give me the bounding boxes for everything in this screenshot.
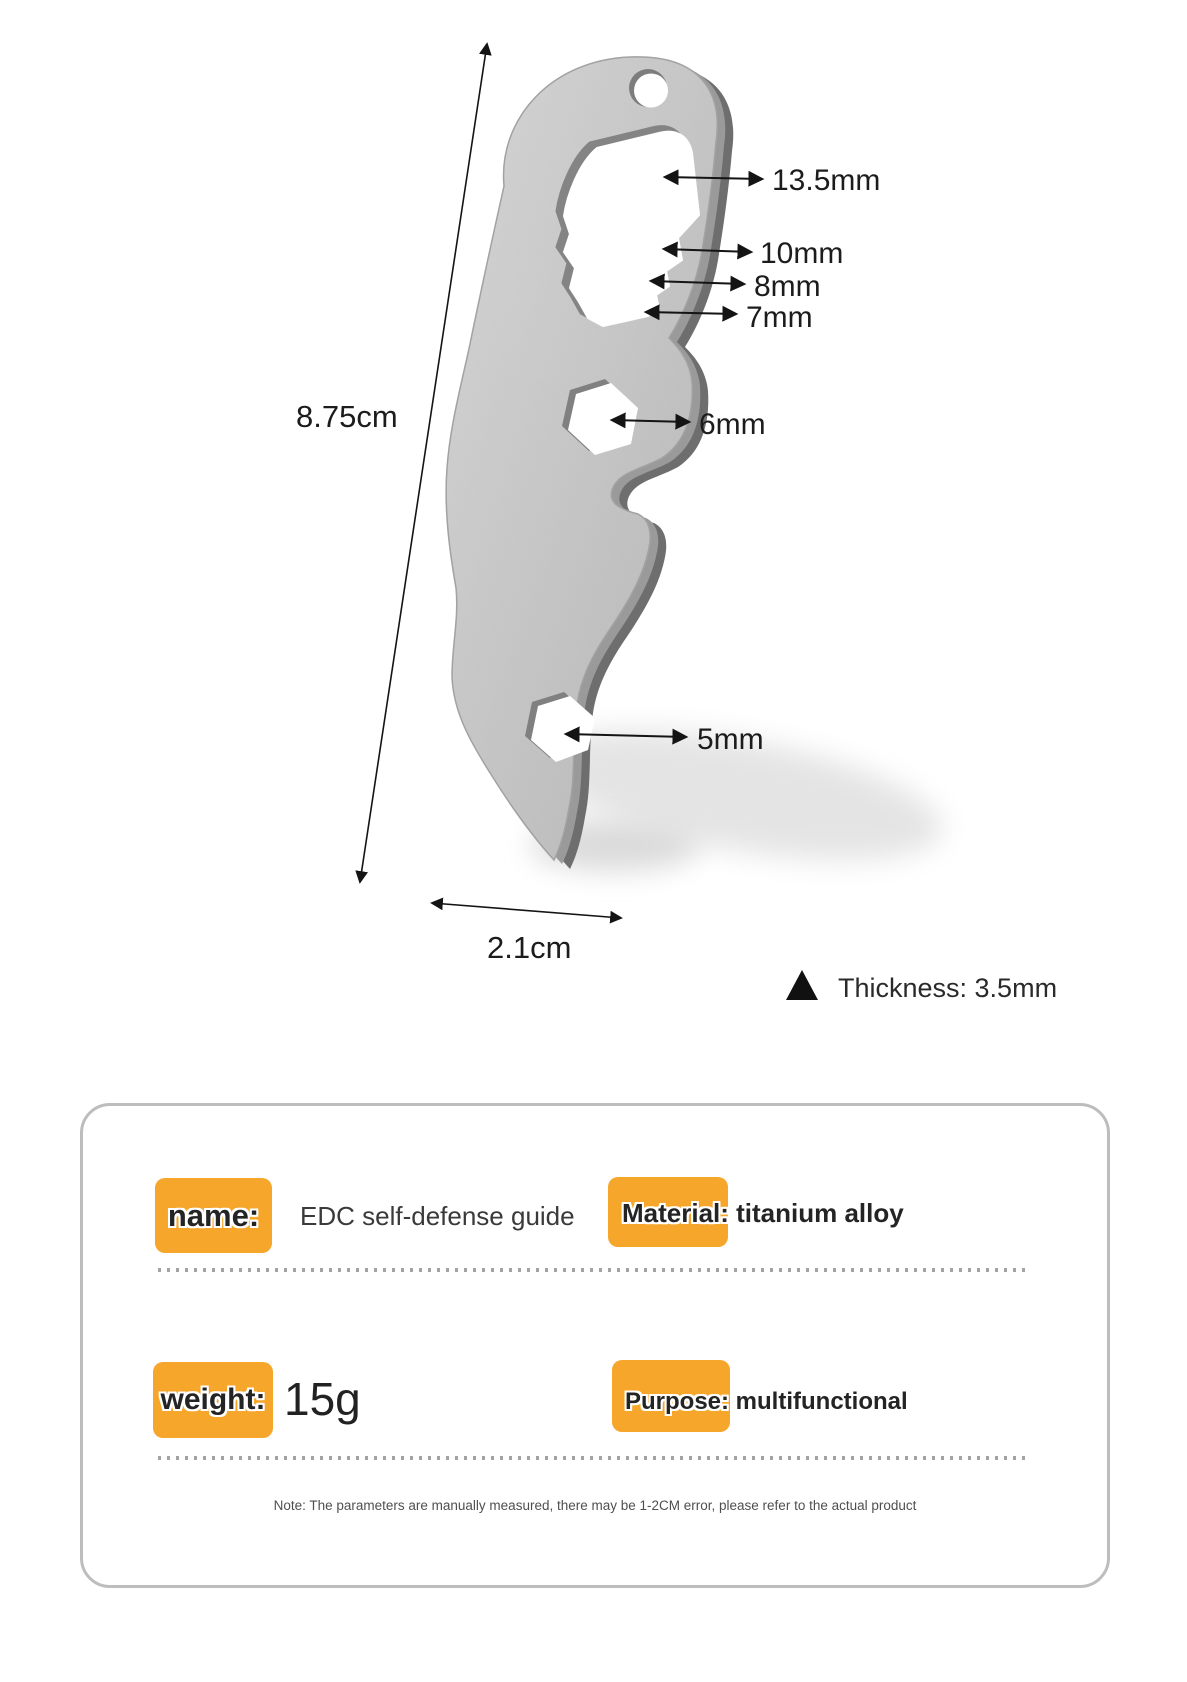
weight-badge [153,1362,273,1438]
weight-value: 15g [284,1373,361,1425]
dotted-divider-bottom [158,1456,1026,1460]
dimension-label-length: 8.75cm [296,399,398,434]
dimension-label-10mm: 10mm [760,237,844,270]
dimension-label-width: 2.1cm [487,930,572,965]
dimension-label-6mm: 6mm [699,408,766,441]
dotted-divider-top [158,1268,1026,1272]
note-text: Note: The parameters are manually measured, there may be 1-2CM error, please refer to the actual product [273,1498,917,1513]
spec-card [80,1103,1110,1588]
weight-badge-label: weight: [160,1383,266,1416]
name-badge [155,1178,272,1253]
material-text: Material: titanium alloy [622,1198,904,1228]
name-value: EDC self-defense guide [300,1201,575,1231]
thickness-triangle-icon [786,970,818,1000]
dimension-label-7mm: 7mm [746,301,813,334]
name-badge-label: name: [167,1197,260,1233]
dimension-label-8mm: 8mm [754,270,821,303]
purpose-text: Purpose: multifunctional [625,1388,908,1415]
thickness-label: Thickness: 3.5mm [838,973,1058,1003]
dimension-label-13-5mm: 13.5mm [772,164,881,197]
dimension-label-5mm: 5mm [697,723,764,756]
dimension-arrow-width [432,903,621,918]
